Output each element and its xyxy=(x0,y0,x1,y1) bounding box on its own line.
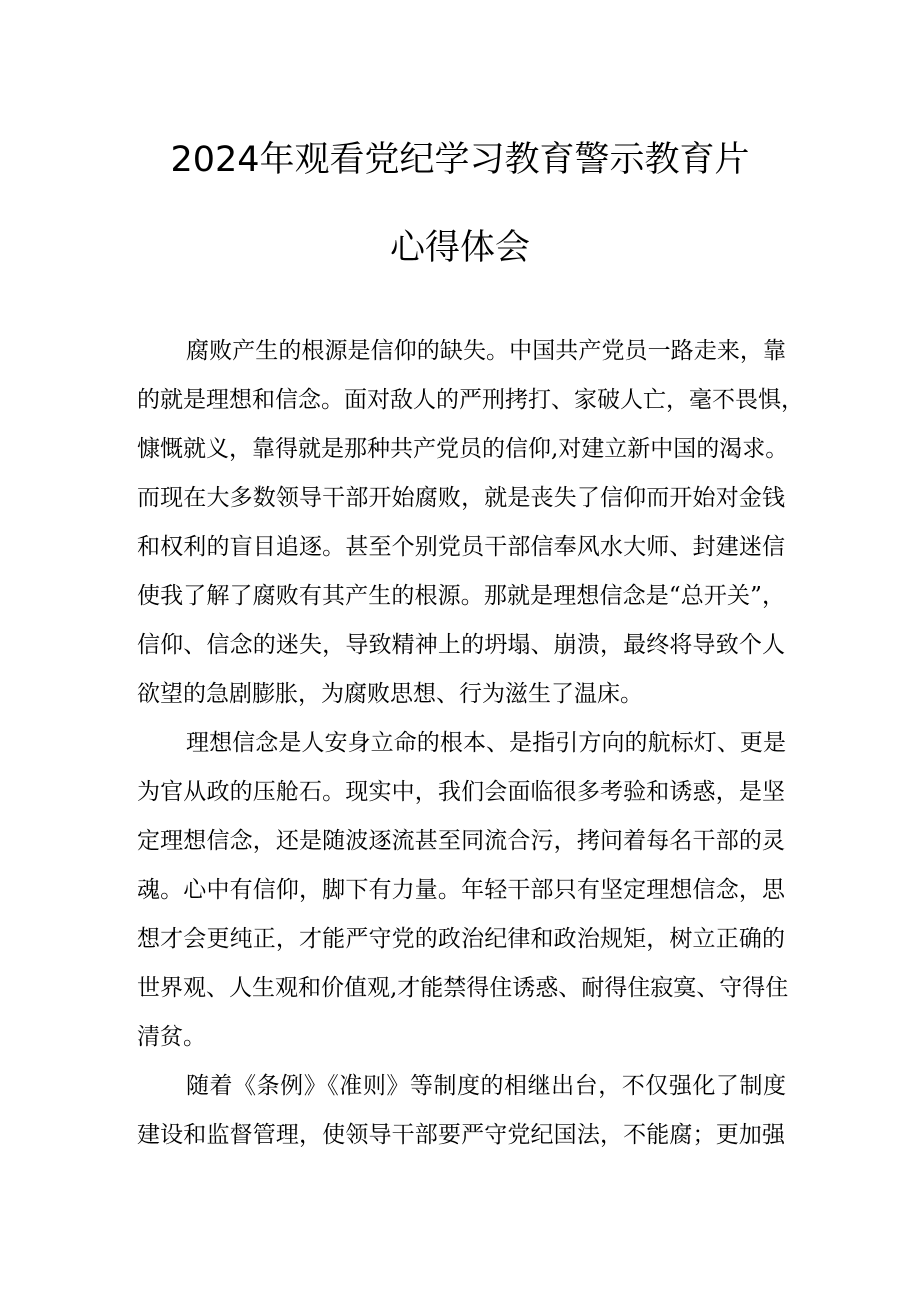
paragraph-2-line-1: 理想信念是人安身立命的根本、是指引方向的航标灯、更是 xyxy=(186,730,786,756)
paragraph-1-line-2: 的就是理想和信念。面对敌人的严刑拷打、家破人亡，毫不畏惧， xyxy=(137,387,804,413)
paragraph-2-line-7: 清贫。 xyxy=(137,1024,206,1050)
paragraph-1-line-8: 欲望的急剧膨胀，为腐败思想、行为滋生了温床。 xyxy=(137,681,643,707)
paragraph-1-line-1: 腐败产生的根源是信仰的缺失。中国共产党员一路走来，靠 xyxy=(186,338,786,364)
paragraph-1-line-6: 使我了解了腐败有其产生的根源。那就是理想信念是“总开关”， xyxy=(137,583,785,609)
paragraph-1-line-3: 慷慨就义，靠得就是那种共产党员的信仰,对建立新中国的渴求。 xyxy=(137,436,789,462)
paragraph-2-line-5: 想才会更纯正，才能严守党的政治纪律和政治规矩，树立正确的 xyxy=(137,926,785,952)
paragraph-3-line-2: 建设和监督管理，使领导干部要严守党纪国法，不能腐；更加强 xyxy=(137,1122,785,1148)
paragraph-2-line-2: 为官从政的压舱石。现实中，我们会面临很多考验和诱惑，是坚 xyxy=(137,779,785,805)
paragraph-3-line-1: 随着《条例》《准则》等制度的相继出台，不仅强化了制度 xyxy=(186,1073,786,1099)
paragraph-2-line-4: 魂。心中有信仰，脚下有力量。年轻干部只有坚定理想信念，思 xyxy=(137,877,785,903)
paragraph-1-line-4: 而现在大多数领导干部开始腐败，就是丧失了信仰而开始对金钱 xyxy=(137,485,785,511)
document-title-line-2: 心得体会 xyxy=(389,228,530,268)
paragraph-1-line-7: 信仰、信念的迷失，导致精神上的坍塌、崩溃，最终将导致个人 xyxy=(137,632,785,658)
paragraph-1-line-5: 和权利的盲目追逐。甚至个别党员干部信奉风水大师、封建迷信 xyxy=(137,534,785,560)
document-title-line-1: 2024年观看党纪学习教育警示教育片 xyxy=(170,140,750,180)
paragraph-2-line-6: 世界观、人生观和价值观,才能禁得住诱惑、耐得住寂寞、守得住 xyxy=(137,975,789,1001)
paragraph-2-line-3: 定理想信念，还是随波逐流甚至同流合污，拷问着每名干部的灵 xyxy=(137,828,785,854)
